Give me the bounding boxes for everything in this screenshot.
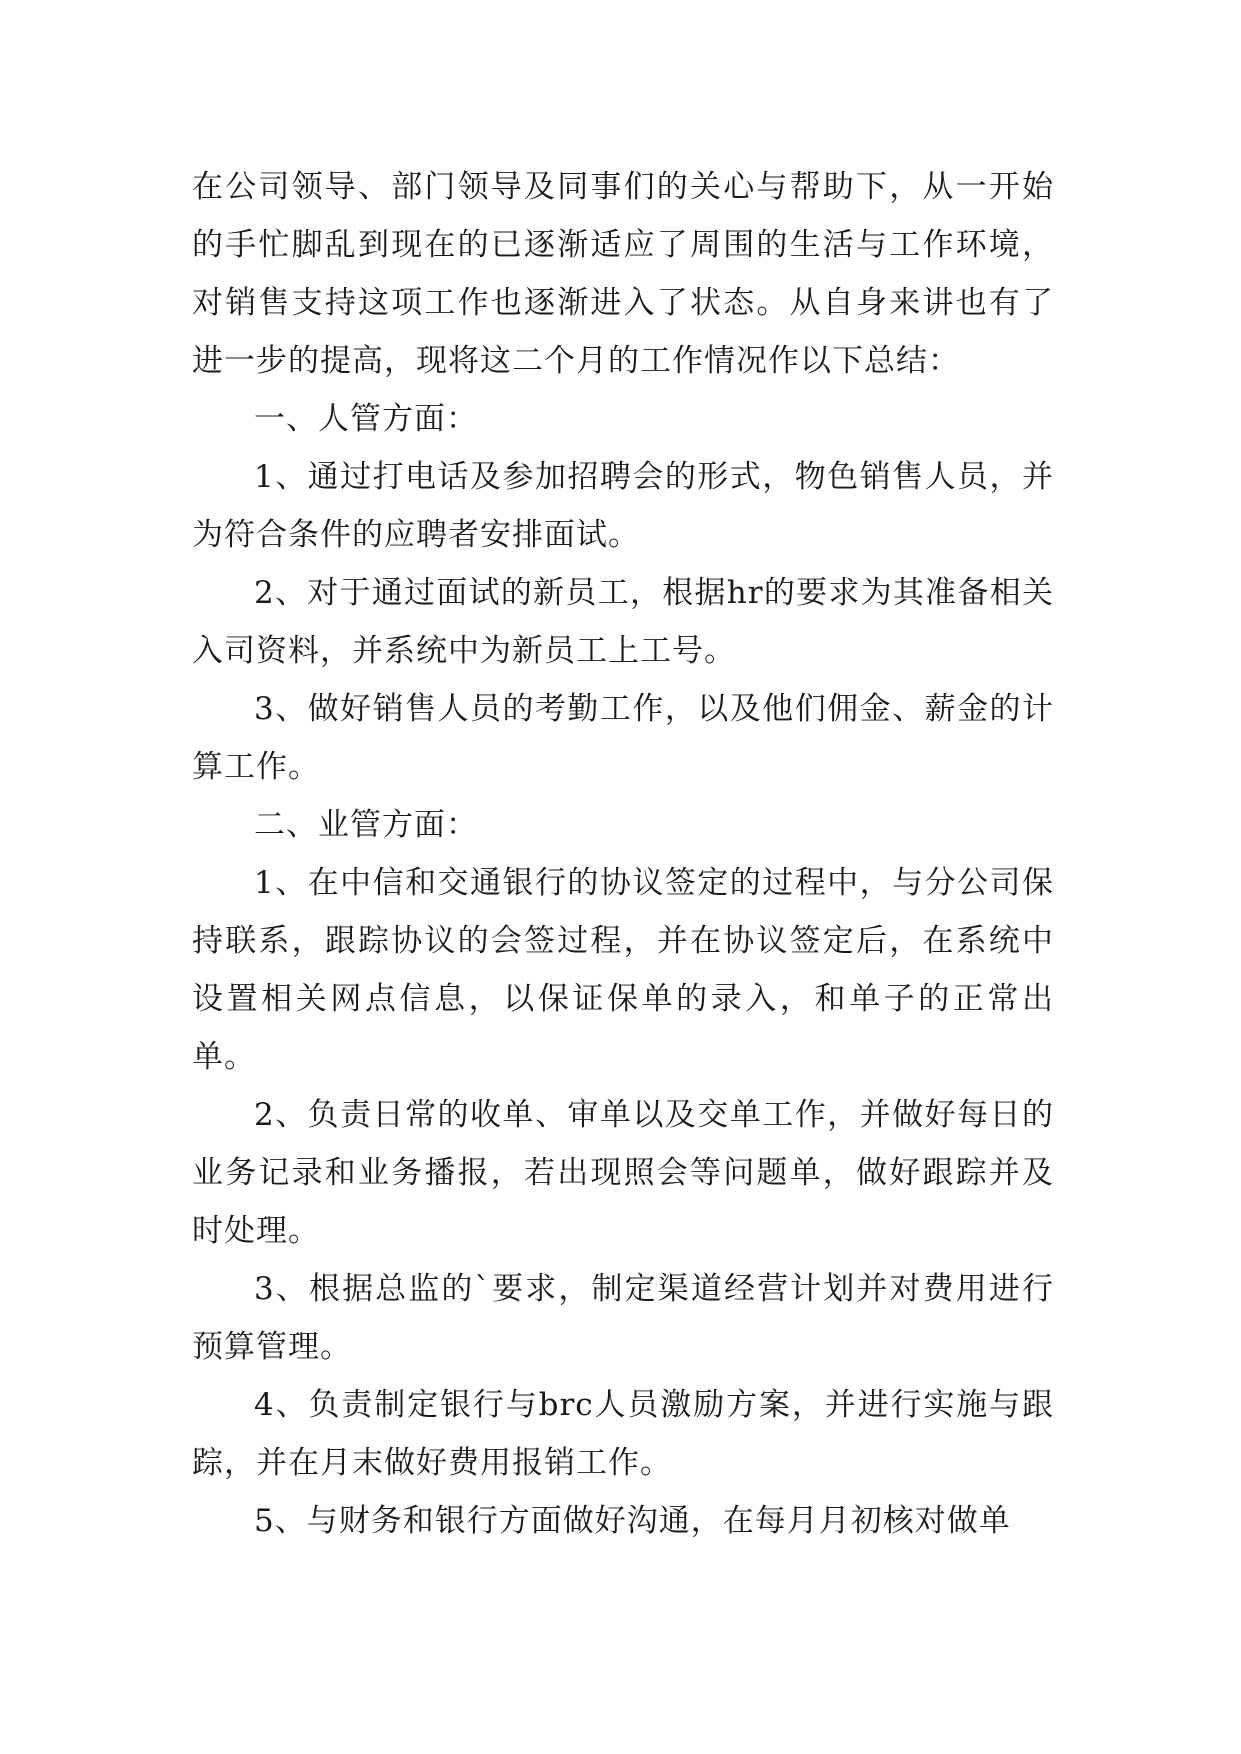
list-item-business-1: 1、在中信和交通银行的协议签定的过程中，与分公司保持联系，跟踪协议的会签过程，并在协议签定后，在系统中设置相关网点信息，以保证保单的录入，和单子的正常出单。 — [192, 865, 1054, 1075]
list-item-business-5: 5、与财务和银行方面做好沟通，在每月月初核对做单 — [254, 1503, 1011, 1539]
list-item-business-3: 3、根据总监的`要求，制定渠道经营计划并对费用进行预算管理。 — [192, 1271, 1054, 1365]
list-item-personnel-1: 1、通过打电话及参加招聘会的形式，物色销售人员，并为符合条件的应聘者安排面试。 — [192, 459, 1054, 553]
list-item-personnel-3: 3、做好销售人员的考勤工作，以及他们佣金、薪金的计算工作。 — [192, 691, 1054, 785]
intro-paragraph: 在公司领导、部门领导及同事们的关心与帮助下，从一开始的手忙脚乱到现在的已逐渐适应了周围的生活与工作环境，对销售支持这项工作也逐渐进入了状态。从自身来讲也有了进一步的提高，现将这二个月的工作情况作以下总结： — [192, 169, 1054, 379]
document-body — [192, 158, 1054, 1550]
list-item-personnel-2: 2、对于通过面试的新员工，根据hr的要求为其准备相关入司资料，并系统中为新员工上工号。 — [192, 575, 1054, 669]
list-item-business-2: 2、负责日常的收单、审单以及交单工作，并做好每日的业务记录和业务播报，若出现照会等问题单，做好跟踪并及时处理。 — [192, 1097, 1054, 1249]
list-item-business-4: 4、负责制定银行与brc人员激励方案，并进行实施与跟踪，并在月末做好费用报销工作。 — [192, 1387, 1054, 1481]
section-heading-business: 二、业管方面： — [254, 807, 478, 843]
section-heading-personnel: 一、人管方面： — [254, 401, 478, 437]
